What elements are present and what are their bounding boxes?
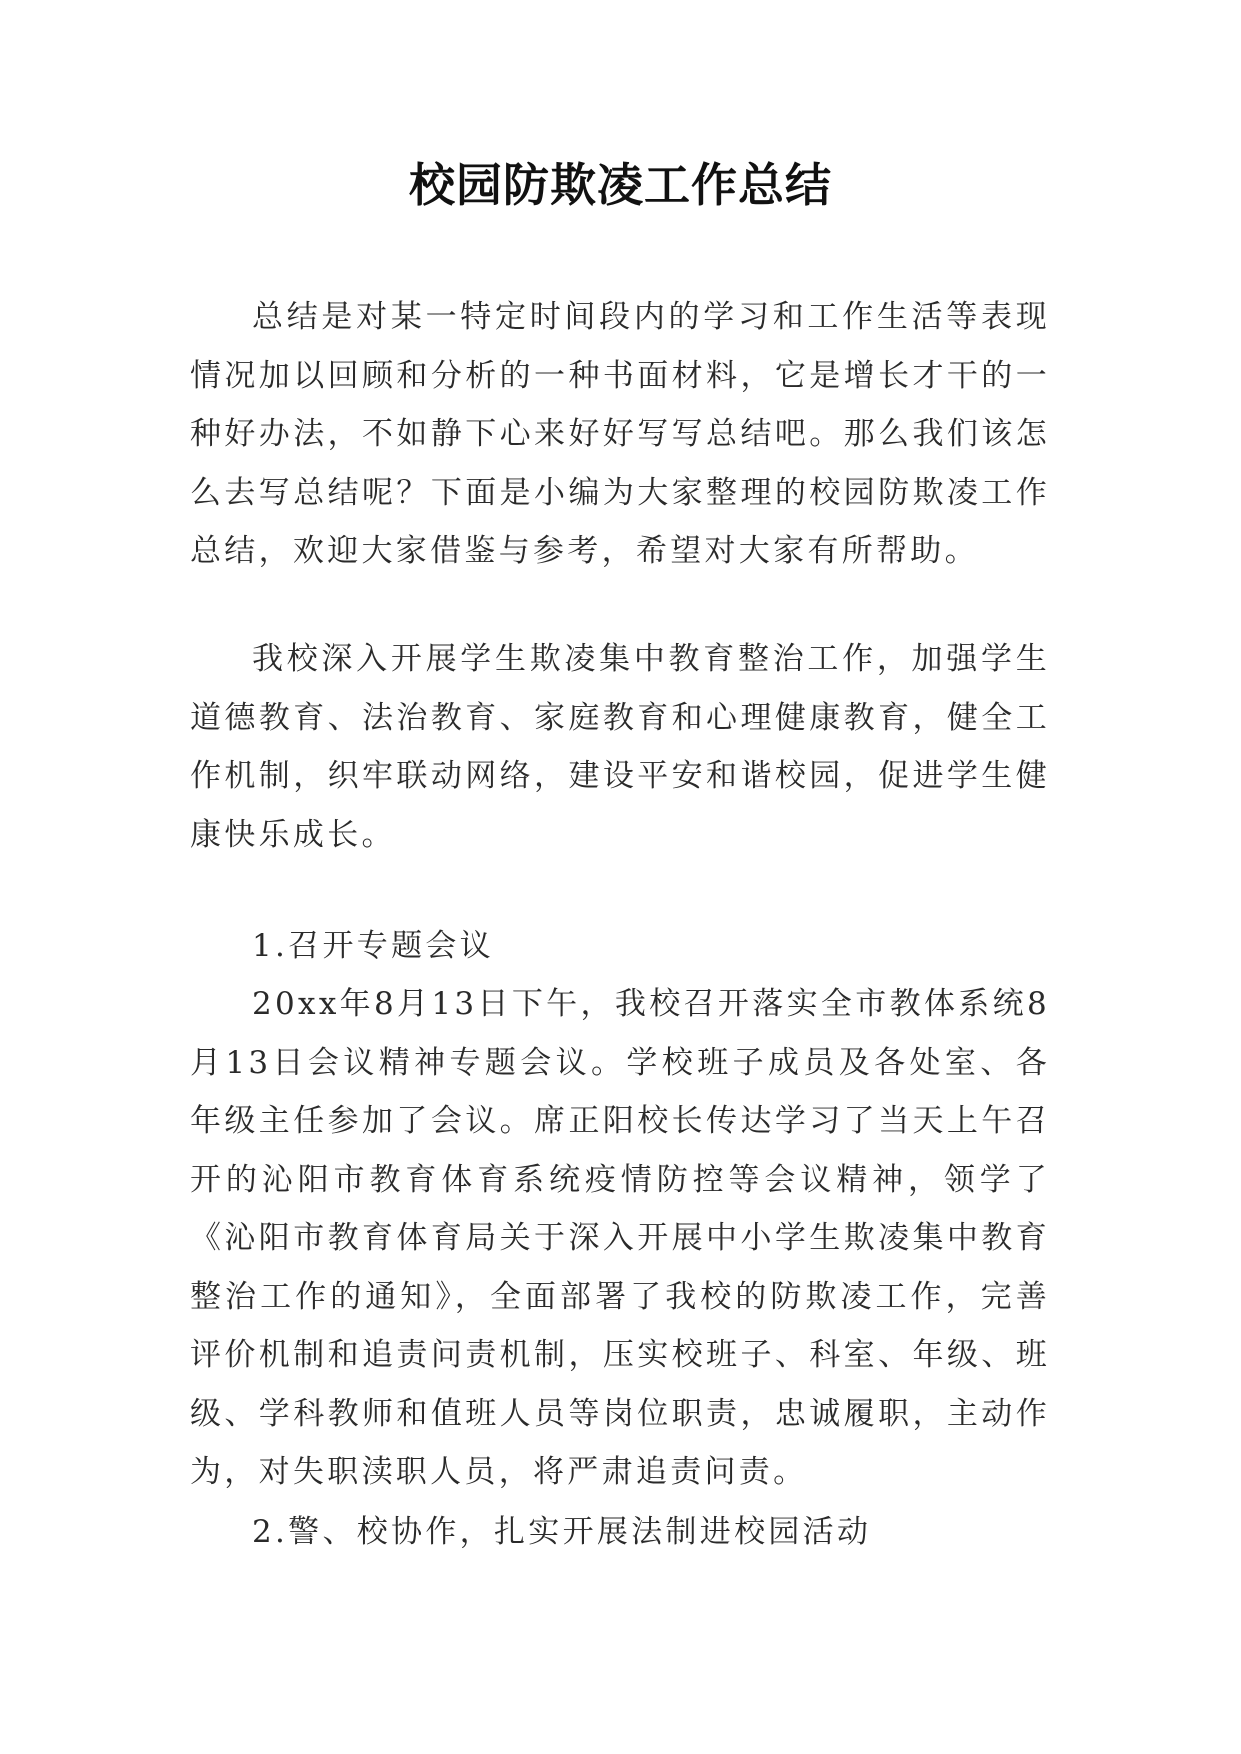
section-1-body: 20xx年8月13日下午，我校召开落实全市教体系统8月13日会议精神专题会议。学校班子成员及各处室、各年级主任参加了会议。席正阳校长传达学习了当天上午召开的沁阳市教育体育系统疫情防控等会议精神，领学了《沁阳市教育体育局关于深入开展中小学生欺凌集中教育整治工作的通知》，全面部署了我校的防欺凌工作，完善评价机制和追责问责机制，压实校班子、科室、年级、班级、学科教师和值班人员等岗位职责，忠诚履职，主动作为，对失职渎职人员，将严肃追责问责。: [190, 986, 1050, 1490]
section-1-heading: 1.召开专题会议: [252, 928, 494, 964]
document-title: 校园防欺凌工作总结: [409, 158, 832, 212]
intro-paragraph: 总结是对某一特定时间段内的学习和工作生活等表现情况加以回顾和分析的一种书面材料，它是增长才干的一种好办法，不如静下心来好好写写总结吧。那么我们该怎么去写总结呢？下面是小编为大家整理的校园防欺凌工作总结，欢迎大家借鉴与参考，希望对大家有所帮助。: [190, 299, 1050, 569]
intro-paragraph-block: [190, 288, 1050, 581]
section-2-heading-block: [190, 1503, 1050, 1562]
summary-paragraph: 我校深入开展学生欺凌集中教育整治工作，加强学生道德教育、法治教育、家庭教育和心理健康教育，健全工作机制，织牢联动网络，建设平安和谐校园，促进学生健康快乐成长。: [190, 641, 1050, 853]
summary-paragraph-block: [190, 630, 1050, 864]
section-1-heading-block: [190, 917, 1050, 976]
section-1-body-block: [190, 975, 1050, 1502]
section-2-heading: 2.警、校协作，扎实开展法制进校园活动: [252, 1514, 872, 1550]
